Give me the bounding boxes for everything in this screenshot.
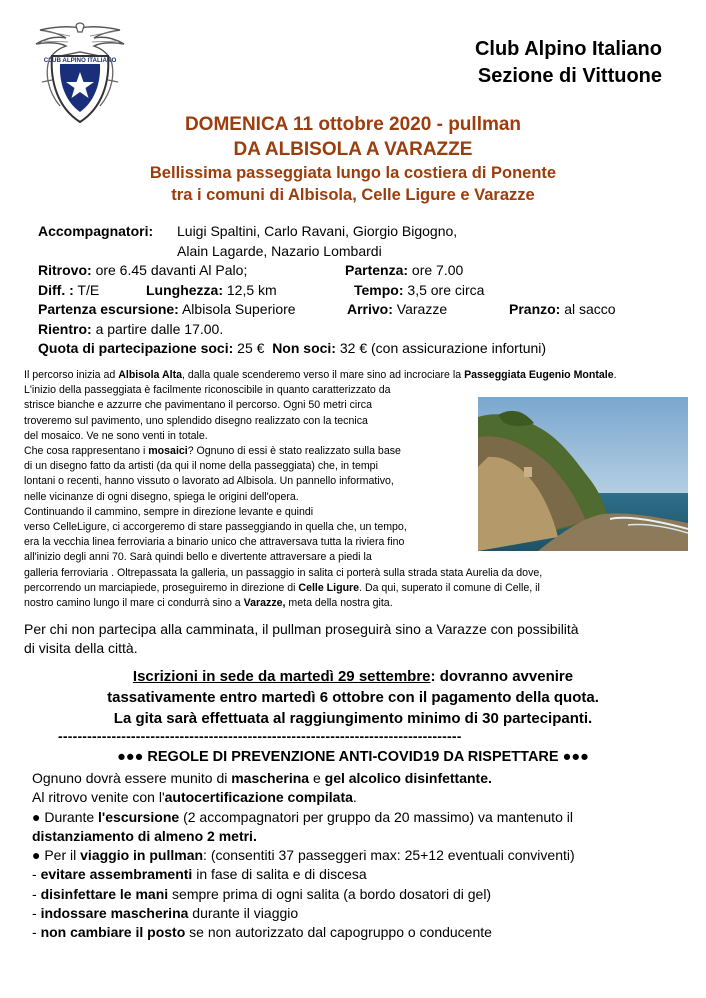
registration-line2: tassativamente entro martedì 6 ottobre con il pagamento della quota. — [107, 689, 599, 706]
rule-line — [32, 827, 682, 846]
length-label: Lunghezza: — [146, 281, 223, 298]
covid-rules — [32, 769, 682, 943]
desc-line: del mosaico. Ve ne sono venti in totale. — [24, 429, 208, 442]
hike-start-label: Partenza escursione: — [38, 301, 179, 317]
registration-rest: : dovranno avvenire — [430, 668, 574, 685]
desc-line: lontani o recenti, hanno vissuto o lavorato ad Albisola. Un pannello informativo, — [24, 475, 394, 488]
rule-line — [32, 808, 682, 827]
event-route-title: DA ALBISOLA A VARAZZE — [233, 139, 473, 160]
length-field — [146, 281, 277, 301]
time-field — [354, 281, 484, 301]
desc-bold: Varazze, — [243, 597, 286, 610]
desc-text: . Da qui, superato il comune di Celle, il — [359, 581, 540, 594]
guides-row — [38, 222, 546, 242]
meeting-value: ore 6.45 davanti Al Palo; — [95, 262, 248, 278]
registration-date: Iscrizioni in sede da martedì 29 settembre — [132, 668, 431, 685]
rule-text: e — [309, 770, 325, 786]
event-date-title: DOMENICA 11 ottobre 2020 - pullman — [184, 114, 522, 135]
rule-text: . — [352, 789, 357, 806]
rule-text: ● Per il — [32, 847, 81, 864]
rule-bold: non cambiare il posto — [40, 924, 186, 941]
rule-bold: l'escursione — [98, 808, 180, 825]
coastline-photo — [478, 397, 688, 551]
meeting-row — [38, 261, 546, 281]
desc-bold: Albisola Alta — [118, 369, 182, 381]
event-details — [38, 222, 616, 359]
fee-row — [38, 339, 546, 359]
rule-text: Al ritrovo venite con l' — [32, 789, 165, 806]
desc-line: strisce bianche e azzurre che pavimentano il percorso. Ogni 50 metri circa — [24, 399, 372, 412]
bus-note-line2: di visita della città. — [24, 640, 138, 656]
fee-members-label: Quota di partecipazione soci: — [38, 340, 234, 356]
desc-text: meta della nostra gita. — [285, 597, 393, 610]
divider-line: ----------------------------------------------------------------------------------- — [58, 728, 462, 744]
desc-bold: Passeggiata Eugenio Montale — [464, 369, 614, 381]
rule-bold: viaggio in pullman — [80, 847, 204, 864]
desc-line: verso CelleLigure, ci accorgeremo di stare passeggiando in quella che, un tempo, — [24, 521, 407, 534]
org-name-line1: Club Alpino Italiano — [474, 38, 662, 60]
rule-line — [32, 885, 682, 904]
desc-bold: mosaici — [148, 445, 188, 458]
guides-label: Accompagnatori: — [38, 223, 154, 239]
lunch-field — [509, 300, 616, 320]
rule-text: - — [32, 905, 41, 922]
rule-line — [32, 904, 682, 923]
desc-text: . — [613, 369, 617, 381]
arrival-label: Arrivo: — [347, 301, 393, 317]
desc-line: L'inizio della passeggiata è facilmente riconoscibile in quanto caratterizzato da — [24, 384, 391, 397]
rule-text: durante il viaggio — [188, 905, 299, 922]
guides-value-2: Alain Lagarde, Nazario Lombardi — [177, 242, 382, 259]
difficulty-value: T/E — [77, 281, 100, 298]
rule-text: sempre prima di ogni salita (a bordo dosatori di gel) — [168, 885, 492, 902]
desc-line: galleria ferroviaria . Oltrepassata la galleria, un passaggio in salita ci porterà sulla strada stata Aurelia da dove, — [24, 566, 543, 579]
guides-row-2 — [38, 242, 546, 262]
desc-intro — [24, 368, 646, 383]
bus-note — [24, 620, 664, 658]
time-value: 3,5 ore circa — [407, 281, 485, 298]
fee-nonmembers-label: Non soci: — [272, 340, 336, 356]
rule-text: se non autorizzato dal capogruppo o conducente — [185, 924, 492, 941]
hike-start-value: Albisola Superiore — [181, 301, 296, 317]
desc-text: Che cosa rappresentano i — [24, 445, 149, 458]
rule-bold: gel alcolico disinfettante. — [324, 770, 492, 786]
logo-text: CLUB ALPINO ITALIANO — [43, 57, 117, 64]
fee-members-value: 25 € — [237, 340, 265, 356]
departure-value: ore 7.00 — [411, 262, 464, 278]
rule-text: : (consentiti 37 passeggeri max: 25+12 eventuali conviventi) — [203, 847, 575, 864]
length-value: 12,5 km — [226, 281, 277, 298]
desc-line: all'inizio degli anni 70. Sarà quindi bello e divertente attraversare a piedi la — [24, 551, 372, 564]
hike-start-row — [38, 300, 616, 320]
desc-line: era la vecchia linea ferroviaria a binario unico che attraversava tutta la riviera fino — [24, 536, 405, 549]
rule-bold: indossare mascherina — [40, 905, 189, 922]
desc-line: di un disegno fatto da artisti (da qui il nome della passeggiata) che, in tempi — [24, 460, 378, 473]
rule-text: - — [32, 924, 41, 941]
rule-bold: autocertificazione compilata — [164, 789, 353, 806]
desc-text: , dalla quale scenderemo verso il mare sino ad incrociare la — [182, 369, 465, 381]
desc-line: nelle vicinanze di ogni disegno, spiega le origini dell'opera. — [24, 490, 299, 503]
arrival-value: Varazze — [396, 301, 448, 317]
rule-bold: disinfettare le mani — [40, 885, 169, 902]
registration-line3: La gita sarà effettuata al raggiungimento minimo di 30 partecipanti. — [113, 710, 593, 727]
return-value: a partire dalle 17.00. — [95, 320, 224, 337]
difficulty-label: Diff. : — [38, 281, 74, 298]
rule-bold: evitare assembramenti — [40, 866, 193, 883]
guides-value-1: Luigi Spaltini, Carlo Ravani, Giorgio Bigogno, — [177, 223, 458, 239]
rule-line — [32, 788, 682, 807]
rule-text: ● Durante — [32, 808, 99, 825]
event-subtitle-1: Bellissima passeggiata lungo la costiera di Ponente — [149, 164, 557, 182]
lunch-label: Pranzo: — [509, 301, 561, 317]
difficulty-row — [38, 281, 546, 301]
return-row — [38, 320, 546, 340]
registration-notice — [0, 666, 706, 729]
rule-line — [32, 769, 682, 788]
arrival-field — [347, 300, 447, 320]
lunch-value: al sacco — [564, 301, 616, 317]
event-heading — [0, 112, 706, 206]
rule-bold: mascherina — [231, 770, 310, 786]
rule-line — [32, 865, 682, 884]
rule-bold: distanziamento di almeno 2 metri. — [32, 827, 257, 844]
desc-line: troveremo sul pavimento, uno splendido disegno realizzato con la tecnica — [24, 414, 368, 427]
fee-nonmembers-value: 32 € (con assicurazione infortuni) — [339, 340, 547, 356]
covid-rules-title: ●●● REGOLE DI PREVENZIONE ANTI-COVID19 DA RISPETTARE ●●● — [117, 749, 589, 765]
desc-line — [24, 596, 646, 611]
desc-text: nostro camino lungo il mare ci condurrà sino a — [24, 597, 244, 610]
desc-bold: Celle Ligure — [298, 581, 360, 594]
rule-text: (2 accompagnatori per gruppo da 20 massimo) va mantenuto il — [179, 808, 573, 825]
rule-text: - — [32, 866, 41, 883]
desc-text: ? Ognuno di essi è stato realizzato sulla base — [187, 445, 401, 458]
time-label: Tempo: — [354, 281, 404, 298]
desc-line — [24, 581, 646, 596]
rule-line — [32, 923, 682, 942]
desc-text: Il percorso inizia ad — [24, 369, 119, 381]
desc-text: percorrendo un marciapiede, proseguiremo in direzione di — [24, 581, 299, 594]
event-subtitle-2: tra i comuni di Albisola, Celle Ligure e Varazze — [171, 186, 535, 204]
return-label: Rientro: — [38, 320, 92, 337]
org-name-line2: Sezione di Vittuone — [477, 65, 662, 87]
bus-note-line1: Per chi non partecipa alla camminata, il pullman proseguirà sino a Varazze con possibilità — [24, 621, 579, 637]
departure-label: Partenza: — [345, 262, 409, 278]
desc-line — [24, 444, 452, 459]
organization-name — [362, 36, 662, 90]
desc-line: Continuando il cammino, sempre in direzione levante e quindi — [24, 505, 314, 518]
departure-field — [345, 261, 463, 281]
registration-line1 — [0, 666, 706, 687]
rule-line — [32, 846, 682, 865]
rule-text: in fase di salita e di discesa — [192, 866, 367, 883]
rule-text: Ognuno dovrà essere munito di — [32, 770, 232, 786]
meeting-label: Ritrovo: — [38, 262, 92, 278]
rule-text: - — [32, 885, 41, 902]
